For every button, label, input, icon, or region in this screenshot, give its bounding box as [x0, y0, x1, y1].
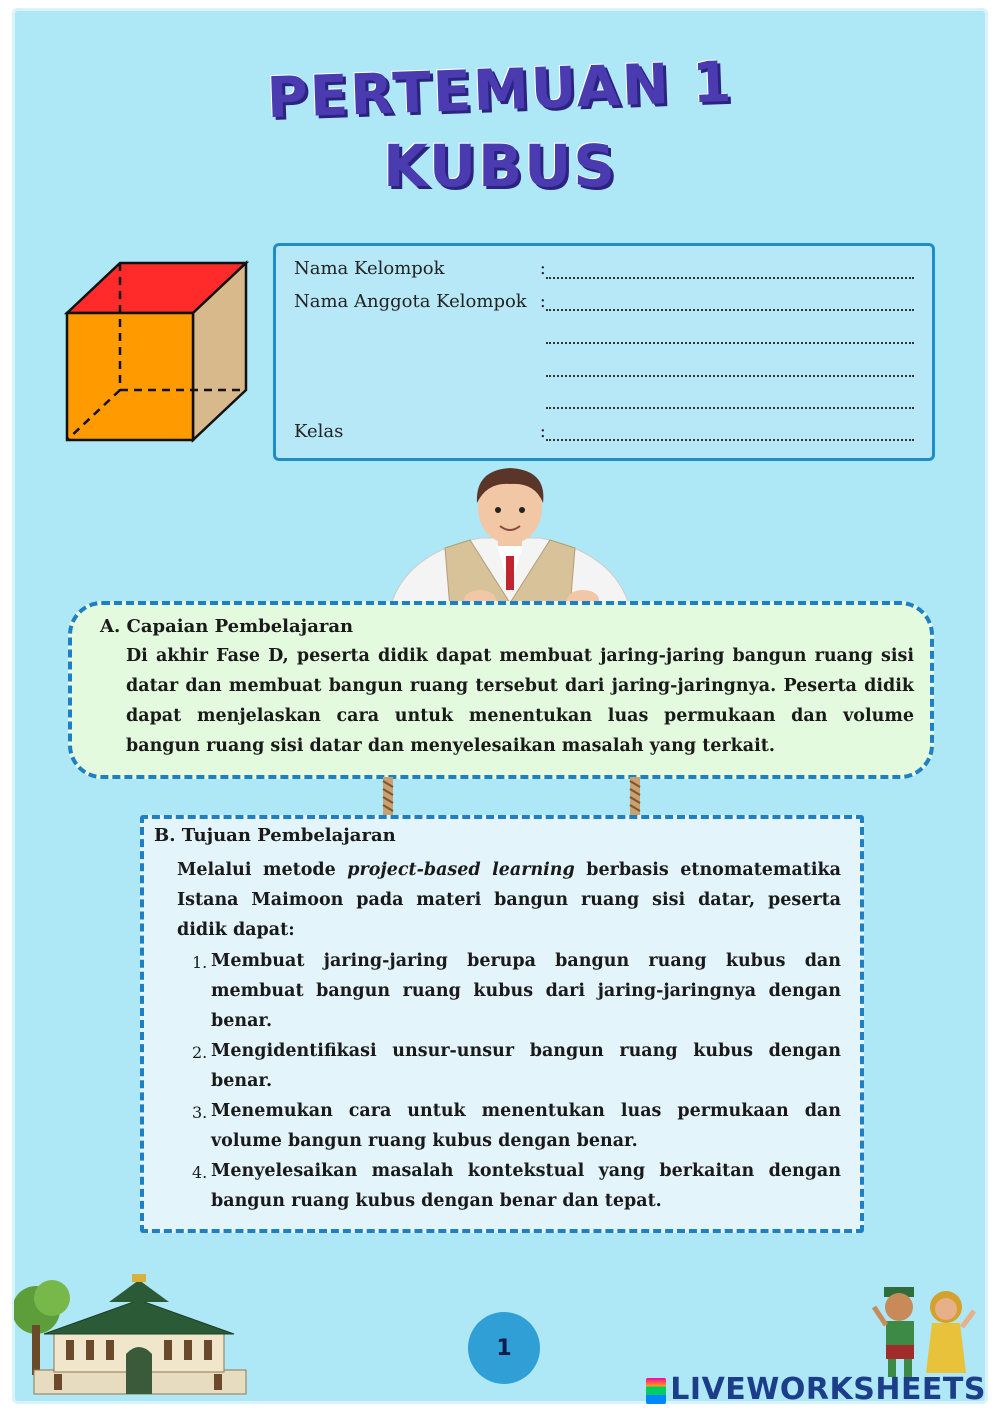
children-illustration — [870, 1285, 980, 1380]
objective-item: Menemukan cara untuk menentukan luas permukaan dan volume bangun ruang kubus dengan benar. — [211, 1101, 841, 1151]
rope-left — [380, 777, 396, 817]
rope-right — [627, 777, 643, 817]
brand-text: LIVEWORKSHEETS — [670, 1372, 986, 1407]
colon: : — [539, 421, 546, 442]
page-number: 1 — [468, 1312, 540, 1384]
colon: : — [539, 291, 546, 312]
palace-illustration — [14, 1270, 264, 1398]
brand-watermark — [646, 1372, 986, 1407]
objective-item: Membuat jaring-jaring berupa bangun ruang kubus dan membuat bangun ruang kubus dari jaring-jaringnya dengan benar. — [211, 951, 841, 1031]
members-label: Nama Anggota Kelompok — [294, 291, 527, 312]
objective-number: 3. — [192, 1103, 208, 1122]
page-title-line2: KUBUS — [382, 132, 618, 200]
cube-illustration — [60, 258, 256, 448]
intro-italic: project-based learning — [347, 860, 575, 880]
colon: : — [539, 258, 546, 279]
objective-item: Mengidentifikasi unsur-unsur bangun ruang kubus dengan benar. — [211, 1041, 841, 1091]
class-field[interactable] — [546, 438, 914, 441]
objective-number: 4. — [192, 1163, 208, 1182]
teacher-illustration — [385, 468, 635, 608]
learning-objectives-heading: B. Tujuan Pembelajaran — [154, 825, 396, 846]
class-row — [294, 421, 546, 442]
identity-form — [273, 243, 935, 461]
members-row — [294, 291, 546, 312]
member-field-4[interactable] — [546, 406, 914, 409]
member-field-2[interactable] — [546, 341, 914, 344]
group-name-field[interactable] — [546, 276, 914, 279]
learning-outcomes-heading: A. Capaian Pembelajaran — [100, 616, 354, 637]
page-title-line1: PERTEMUAN 1 — [265, 49, 735, 132]
intro-post: berbasis etnomatematika Istana Maimoon pada materi bangun ruang sisi datar, peserta didik dapat: — [177, 860, 841, 940]
liveworksheets-logo-icon — [646, 1378, 666, 1404]
group-name-row — [294, 258, 546, 279]
learning-objectives-intro — [177, 855, 841, 945]
objective-item: Menyelesaikan masalah kontekstual yang berkaitan dengan bangun ruang kubus dengan benar dan tepat. — [211, 1161, 841, 1211]
class-label: Kelas — [294, 421, 344, 442]
objective-number: 1. — [192, 953, 208, 972]
group-name-label: Nama Kelompok — [294, 258, 445, 279]
member-field-1[interactable] — [546, 308, 914, 311]
objective-number: 2. — [192, 1043, 208, 1062]
intro-pre: Melalui metode — [177, 860, 348, 880]
learning-outcomes-text: Di akhir Fase D, peserta didik dapat membuat jaring-jaring bangun ruang sisi datar dan membuat bangun ruang tersebut dari jaring-jaringnya. Peserta didik dapat menjelaskan cara untuk menentukan luas permukaan dan volume bangun ruang sisi datar dan menyelesaikan masalah yang terkait. — [126, 646, 914, 756]
member-field-3[interactable] — [546, 374, 914, 377]
